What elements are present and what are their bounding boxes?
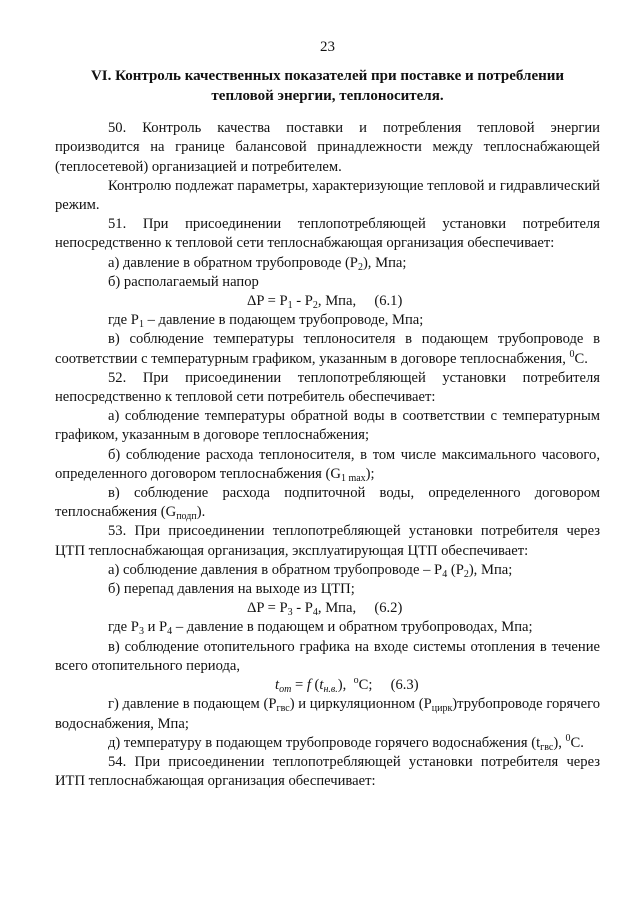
paragraph-53-a: а) соблюдение давления в обратном трубопроводе – $P_4$ $(P_2)$, Мпа; [108,561,513,580]
paragraph-53-b: б) перепад давления на выходе из ЦТП; [108,581,355,598]
paragraph-52-a: а) соблюдение температуры обратной воды в соответствии с температурным графиком, указанным в договоре теплоснабжения; [55,408,600,444]
paragraph-52-b: б) соблюдение расхода теплоносителя, в том числе максимального часового, определенного договором теплоснабжения $(G_{1 max})$; [55,446,600,484]
formula-6-3: $t_{от} = f$ $(t_{н.в.})$, $^о$С; (6.3) [275,675,419,696]
paragraph-51-a: а) давление в обратном трубопроводе $(P_2)$, Мпа; [108,254,407,273]
paragraph-51-where: где $P_1$ – давление в подающем трубопроводе, Мпа; [108,312,424,331]
paragraph-51-b: б) располагаемый напор [108,273,259,290]
paragraph-53: 53. При присоединении теплопотребляющей установки потребителя через ЦТП теплоснабжающая организация, эксплуатирующая ЦТП обеспечивает: [55,523,600,559]
section-title-line-1: VI. Контроль качественных показателей при поставке и потреблении [90,68,565,85]
paragraph-51-c: в) соблюдение температуры теплоносителя в подающем трубопроводе в соответствии с температурным графиком, указанным в договоре теплоснабжения, $^0$С. [55,331,600,367]
page-number: 23 [320,39,335,55]
paragraph-53-c: в) соблюдение отопительного графика на входе системы отопления в течение всего отопительного периода, [55,638,600,674]
paragraph-51: 51. При присоединении теплопотребляющей установки потребителя непосредственно к тепловой сети теплоснабжающая организация обеспечивает: [55,216,600,252]
formula-6-1: $\Delta P = P_1 - P_2$, Мпа, (6.1) [247,293,403,312]
section-title [55,66,600,106]
paragraph-50-control: Контролю подлежат параметры, характеризующие тепловой и гидравлический режим. [55,177,600,214]
formula-6-2: $\Delta P = P_3 - P_4$, Мпа, (6.2) [247,600,403,619]
paragraph-52-c: в) соблюдение расхода подпиточной воды, определенного договором теплоснабжения $(G_{подп})$. [55,485,600,523]
section-title-line-2: тепловой энергии, теплоносителя. [211,88,444,105]
paragraph-53-where: где $P_3$ и $P_4$ – давление в подающем и обратном трубопроводах, Мпа; [108,619,533,638]
paragraph-50: 50. Контроль качества поставки и потребления тепловой энергии производится на границе балансовой принадлежности между теплоснабжающей (теплосетевой) организацией и потребителем. [55,120,600,175]
paragraph-53-d: г) давление в подающем $(P_{гвс})$ и циркуляционном $(P_{цирк})трубопроводе$ горячего водоснабжения, Мпа; [55,696,600,732]
paragraph-52: 52. При присоединении теплопотребляющей установки потребителя непосредственно к тепловой сети потребитель обеспечивает: [55,369,600,406]
document-page [55,38,600,791]
paragraph-53-e: д) температуру в подающем трубопроводе горячего водоснабжения $(t_{гвс})$, $^0$С. [108,732,584,753]
paragraph-54: 54. При присоединении теплопотребляющей установки потребителя через ИТП теплоснабжающая организация обеспечивает: [55,753,600,790]
